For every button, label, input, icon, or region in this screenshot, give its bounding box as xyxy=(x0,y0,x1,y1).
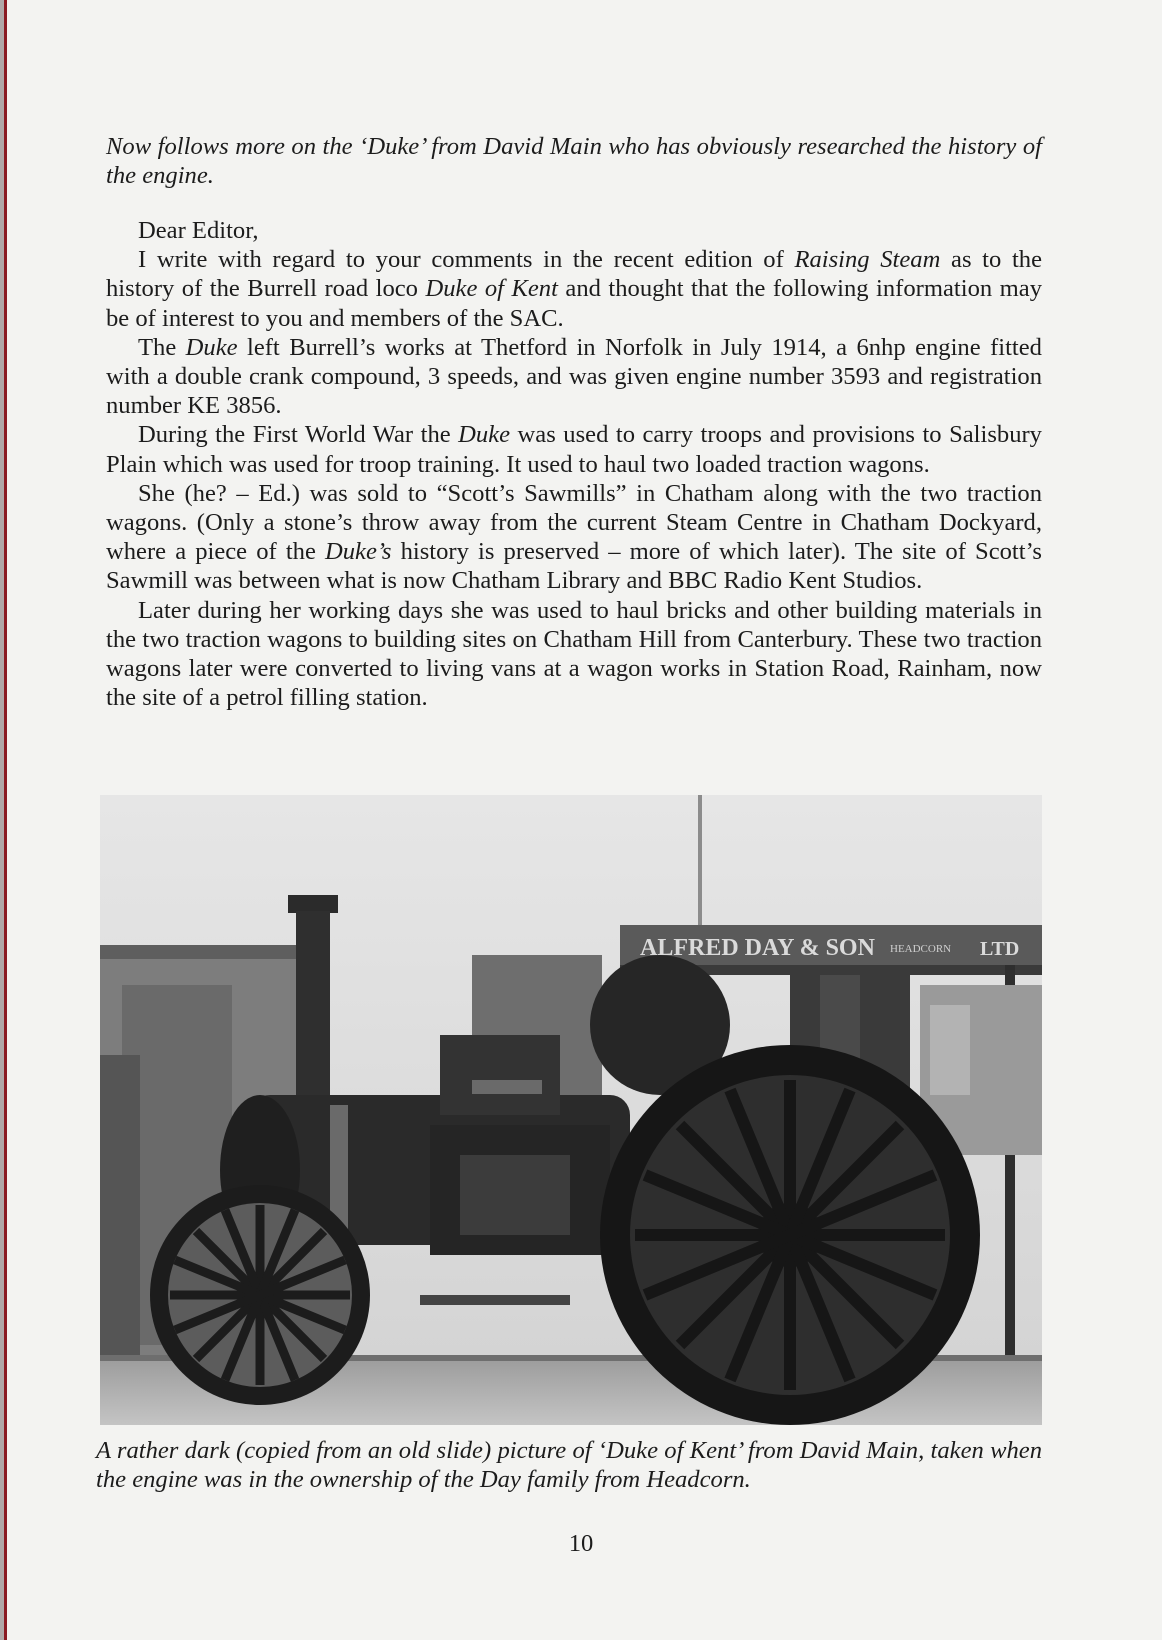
intro-paragraph: Now follows more on the ‘Duke’ from David Main who has obviously researched the history of the engine. xyxy=(106,133,1042,190)
page-number: 10 xyxy=(568,1530,594,1557)
page-edge-binding xyxy=(4,0,7,1640)
letter-paragraph-1: I write with regard to your comments in the recent edition of Raising Steam as to the history of the Burrell road loco Duke of Kent and thought that the following information may be of interest to you and members of the SAC. xyxy=(106,246,1043,332)
front-wheel xyxy=(150,1185,370,1405)
photo-sign-end: LTD xyxy=(980,938,1020,960)
traction-engine-photo xyxy=(100,795,1042,1425)
photo-sign-small: HEADCORN xyxy=(890,943,952,955)
publication-title: Raising Steam xyxy=(794,246,941,274)
letter-body xyxy=(106,216,1042,712)
letter-salutation: Dear Editor, xyxy=(138,217,259,244)
letter-paragraph-4: She (he? – Ed.) was sold to “Scott’s Sawmills” in Chatham along with the two traction wagons. (Only a stone’s throw away from the current Steam Centre in Chatham Dockyard, where a piece of the Duke’s history is preserved – more of which later). The site of Scott’s Sawmill was between what is now Chatham Library and BBC Radio Kent Studios. xyxy=(106,479,1042,595)
rear-wheel xyxy=(600,1045,980,1425)
photo-sign-text: ALFRED DAY & SON xyxy=(640,935,875,961)
letter-paragraph-3: During the First World War the Duke was used to carry troops and provisions to Salisbury Plain which was used for troop training. It used to haul two loaded traction wagons. xyxy=(106,421,1042,478)
letter-paragraph-5: Later during her working days she was used to haul bricks and other building materials in the two traction wagons to building sites on Chatham Hill from Canterbury. These two traction wagons later were converted to living vans at a wagon works in Station Road, Rainham, now the site of a petrol filling station. xyxy=(106,596,1042,712)
letter-paragraph-2: The Duke left Burrell’s works at Thetford in Norfolk in July 1914, a 6nhp engine fitted with a double crank compound, 3 speeds, and was given engine number 3593 and registration number KE 3856. xyxy=(106,333,1042,420)
engine-name: Duke of Kent xyxy=(425,275,558,303)
photo-caption: A rather dark (copied from an old slide) picture of ‘Duke of Kent’ from David Main, taken when the engine was in the ownership of the Day family from Headcorn. xyxy=(96,1437,1042,1494)
